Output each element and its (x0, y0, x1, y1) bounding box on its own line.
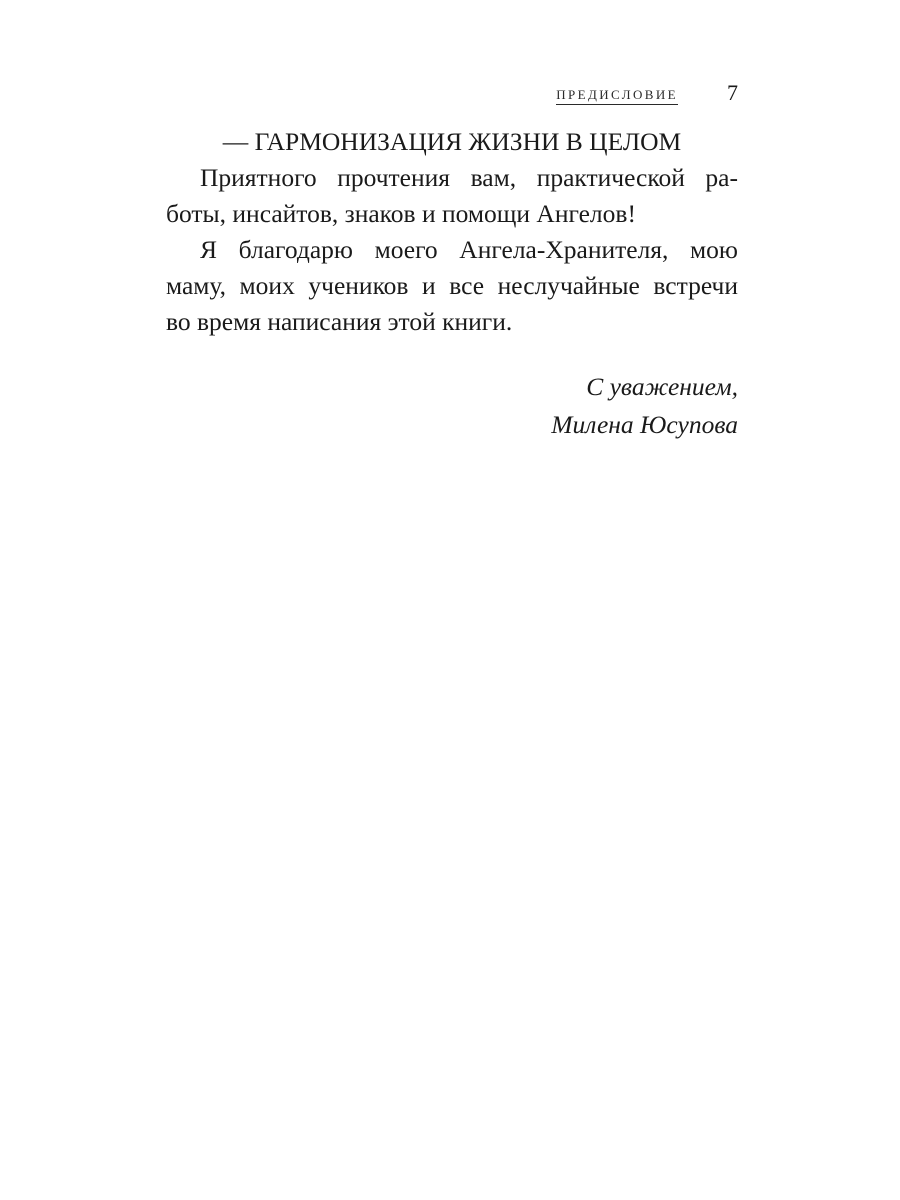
running-head (166, 80, 738, 108)
text-line: во время написания этой книги. (166, 307, 513, 336)
paragraph-gratitude (166, 232, 738, 340)
signature-author: Милена Юсупова (551, 410, 738, 439)
signature-block (551, 368, 738, 444)
text-line: Я благодарю моего Ангела-Хранителя, мою (200, 235, 738, 264)
page-number: 7 (727, 80, 738, 105)
signature-closing: С уважением, (586, 372, 738, 401)
text-line: маму, моих учеников и все неслучайные встречи (166, 271, 738, 300)
heading-line: — ГАРМОНИЗАЦИЯ ЖИЗНИ В ЦЕЛОМ (222, 127, 682, 156)
main-text (166, 124, 738, 340)
paragraph-wishes (166, 160, 738, 232)
text-line: боты, инсайтов, знаков и помощи Ангелов! (166, 199, 636, 228)
section-title: ПРЕДИСЛОВИЕ (556, 88, 678, 105)
text-line: Приятного прочтения вам, практической ра- (200, 163, 738, 192)
